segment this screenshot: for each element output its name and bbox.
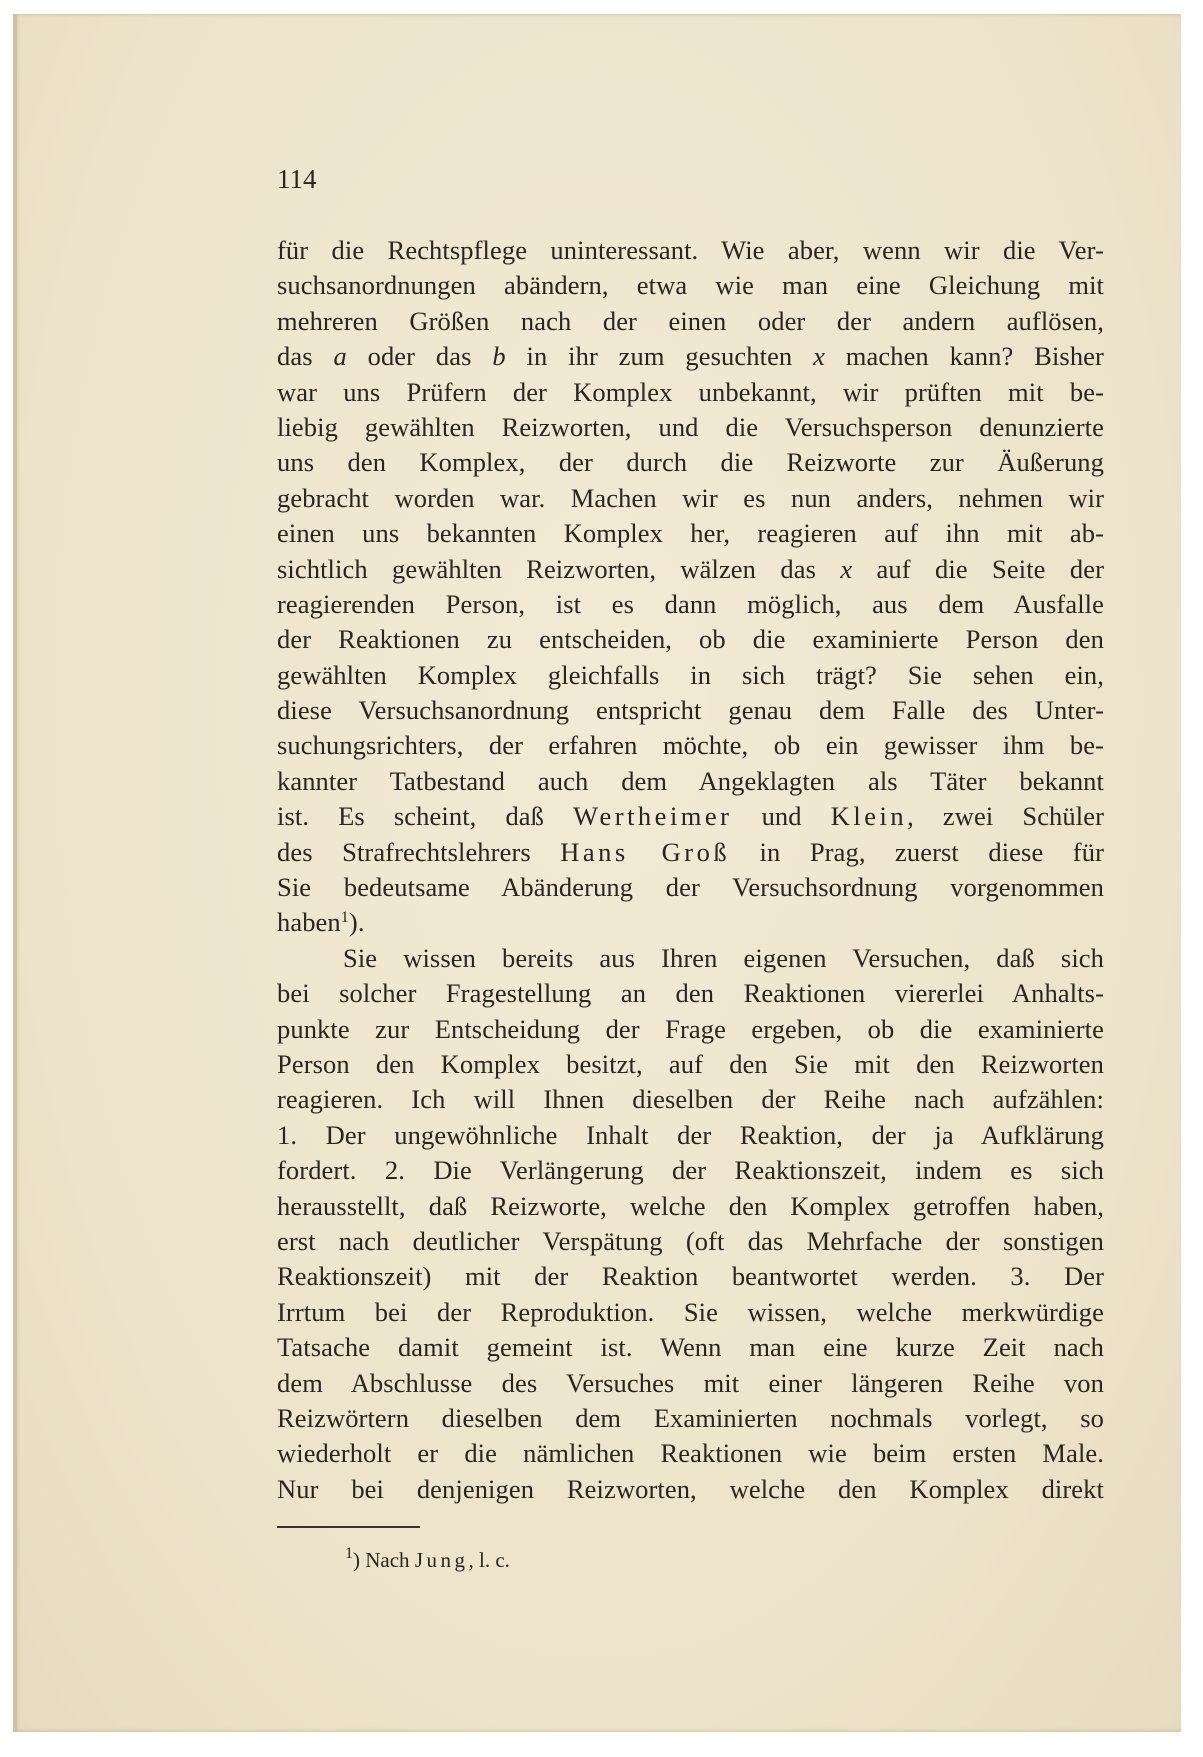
text-line	[277, 905, 1104, 940]
text-line	[277, 658, 1104, 693]
text-line	[277, 728, 1104, 763]
text-run: liebig gewählten Reizworten, und die Versuchsperson denunzierte	[277, 411, 1104, 442]
text-line	[277, 1295, 1104, 1330]
spaced-name: Hans Groß	[560, 836, 731, 867]
text-run: in ihr zum gesuchten	[505, 341, 814, 372]
text-line	[277, 1224, 1104, 1259]
text-line	[277, 941, 1104, 976]
text-line	[277, 1401, 1104, 1436]
text-line	[277, 1259, 1104, 1294]
text-line	[277, 1012, 1104, 1047]
spaced-name: Jung	[414, 1548, 469, 1572]
text-run: einen uns bekannten Komplex her, reagieren auf ihn mit ab-	[277, 518, 1104, 549]
text-line	[277, 410, 1104, 445]
text-line	[277, 1436, 1104, 1471]
text-run: Sie bedeutsame Abänderung der Versuchsordnung vorgenommen	[277, 872, 1104, 903]
text-run: bei solcher Fragestellung an den Reaktionen viererlei Anhalts-	[277, 978, 1104, 1009]
text-line	[277, 516, 1104, 551]
footnote-divider	[277, 1526, 420, 1528]
text-run: machen kann? Bisher	[824, 341, 1104, 372]
text-line	[277, 870, 1104, 905]
text-run: Sie wissen bereits aus Ihren eigenen Versuchen, daß sich	[343, 942, 1104, 973]
text-run: Person den Komplex besitzt, auf den Sie mit den Reizworten	[277, 1048, 1104, 1079]
text-line	[277, 1189, 1104, 1224]
text-line	[277, 1153, 1104, 1188]
text-run: reagierenden Person, ist es dann möglich, aus dem Ausfalle	[277, 588, 1104, 619]
text-run: gebracht worden war. Machen wir es nun anders, nehmen wir	[277, 482, 1104, 513]
text-run: erst nach deutlicher Verspätung (oft das Mehrfache der sonstigen	[277, 1225, 1104, 1256]
text-line	[277, 799, 1104, 834]
text-line	[277, 835, 1104, 870]
text-line	[277, 1472, 1104, 1507]
text-line	[277, 587, 1104, 622]
text-run: war uns Prüfern der Komplex unbekannt, wir prüften mit be-	[277, 376, 1104, 407]
text-line	[277, 481, 1104, 516]
spaced-name: Wertheimer	[573, 801, 733, 832]
text-run: für die Rechtspflege uninteressant. Wie aber, wenn wir die Ver-	[277, 235, 1104, 265]
text-line	[277, 622, 1104, 657]
text-run: punkte zur Entscheidung der Frage ergeben, ob die examinierte	[277, 1013, 1104, 1044]
text-line	[277, 693, 1104, 728]
text-line	[277, 976, 1104, 1011]
text-run: Nur bei denjenigen Reizworten, welche den Komplex direkt	[277, 1473, 1104, 1504]
text-run: , zwei Schüler	[907, 801, 1105, 832]
text-run: Tatsache damit gemeint ist. Wenn man eine kurze Zeit nach	[277, 1332, 1104, 1363]
text-run: suchsanordnungen abändern, etwa wie man eine Gleichung mit	[277, 270, 1104, 301]
text-line	[277, 764, 1104, 799]
text-line	[277, 1047, 1104, 1082]
text-run: diese Versuchsanordnung entspricht genau dem Falle des Unter-	[277, 695, 1104, 726]
text-run: wiederholt er die nämlichen Reaktionen wie beim ersten Male.	[277, 1438, 1104, 1469]
text-run: des Strafrechtslehrers	[277, 836, 561, 867]
text-line	[277, 233, 1104, 268]
text-run: , l. c.	[468, 1548, 510, 1572]
text-run: Reizwörtern dieselben dem Examinierten nochmals vorlegt, so	[277, 1402, 1104, 1433]
text-run: dem Abschlusse des Versuches mit einer längeren Reihe von	[277, 1367, 1104, 1398]
spaced-name: Klein	[830, 801, 908, 832]
text-run: und	[732, 801, 831, 832]
text-line	[277, 268, 1104, 303]
text-run: auf die Seite der	[852, 553, 1104, 584]
text-line	[277, 1330, 1104, 1365]
text-run: herausstellt, daß Reizworte, welche den Komplex getroffen haben,	[277, 1190, 1104, 1221]
footnote-marker: 1	[345, 1545, 353, 1562]
text-run: uns den Komplex, der durch die Reizworte zur Äußerung	[277, 447, 1104, 478]
text-line	[277, 339, 1104, 374]
text-run: in Prag, zuerst diese für	[730, 836, 1104, 867]
text-line	[277, 1366, 1104, 1401]
italic-variable: x	[813, 341, 825, 372]
text-run: Reaktionszeit) mit der Reaktion beantwortet werden. 3. Der	[277, 1261, 1104, 1292]
text-run: ).	[348, 907, 365, 938]
text-run: suchungsrichters, der erfahren möchte, ob ein gewisser ihm be-	[277, 730, 1104, 761]
text-run: gewählten Komplex gleichfalls in sich trägt? Sie sehen ein,	[277, 659, 1104, 690]
text-line	[277, 375, 1104, 410]
text-run: das	[277, 341, 334, 372]
page-number: 114	[277, 164, 317, 194]
text-run: der Reaktionen zu entscheiden, ob die examinierte Person den	[277, 624, 1104, 655]
text-run: 1. Der ungewöhnliche Inhalt der Reaktion, der ja Aufklärung	[277, 1119, 1104, 1150]
footnote	[345, 1546, 510, 1574]
italic-variable: x	[840, 553, 853, 584]
italic-variable: b	[492, 341, 506, 372]
text-run: ) Nach	[353, 1548, 415, 1572]
text-line	[277, 552, 1104, 587]
text-run: sichtlich gewählten Reizworten, wälzen das	[277, 553, 841, 584]
text-run: kannter Tatbestand auch dem Angeklagten als Täter bekannt	[277, 765, 1104, 796]
body-text	[277, 233, 1104, 1507]
page-edge-shadow	[13, 14, 17, 1732]
text-line	[277, 1082, 1104, 1117]
text-line	[277, 445, 1104, 480]
text-run: haben	[277, 907, 341, 938]
text-run: fordert. 2. Die Verlängerung der Reaktionszeit, indem es sich	[277, 1155, 1104, 1186]
text-run: reagieren. Ich will Ihnen dieselben der Reihe nach aufzählen:	[277, 1084, 1104, 1115]
italic-variable: a	[333, 341, 347, 372]
text-run: Irrtum bei der Reproduktion. Sie wissen, welche merkwürdige	[277, 1296, 1104, 1327]
text-line	[277, 1118, 1104, 1153]
footnote-marker: 1	[340, 909, 349, 927]
text-run: ist. Es scheint, daß	[277, 801, 574, 832]
text-line	[277, 304, 1104, 339]
text-run: oder das	[346, 341, 493, 372]
text-run: mehreren Größen nach der einen oder der andern auflösen,	[277, 305, 1104, 336]
